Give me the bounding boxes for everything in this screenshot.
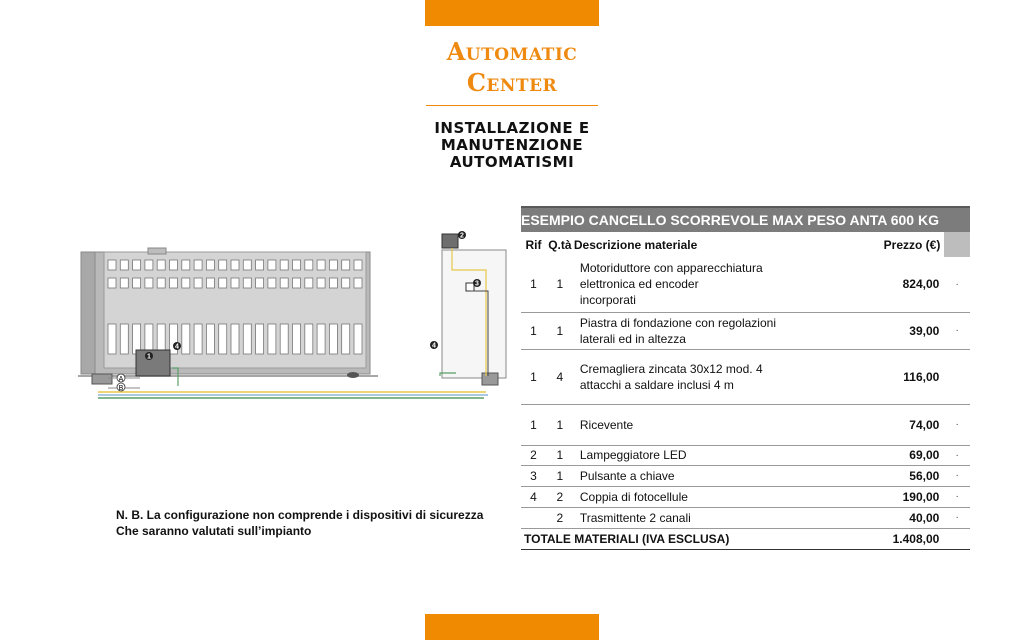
top-accent-bar bbox=[425, 0, 599, 26]
gate-slot bbox=[108, 324, 116, 354]
quote-row bbox=[521, 445, 970, 465]
gate-slot bbox=[145, 278, 153, 288]
row-description bbox=[574, 486, 825, 507]
cable-label-b: B bbox=[118, 385, 124, 392]
row-qta: 1 bbox=[546, 445, 574, 465]
note-line-1: N. B. La configurazione non comprende i dispositivi di sicurezza bbox=[116, 508, 484, 522]
row-description bbox=[574, 465, 825, 486]
gate-slot bbox=[268, 260, 276, 270]
gate-slot bbox=[231, 324, 239, 354]
row-price: 56,00 bbox=[824, 465, 944, 486]
gate-slot bbox=[342, 324, 350, 354]
gate-slot bbox=[354, 324, 362, 354]
row-description bbox=[574, 349, 825, 404]
gate-slot bbox=[231, 260, 239, 270]
row-description bbox=[574, 404, 825, 445]
gate-slot bbox=[256, 278, 264, 288]
gate-slot bbox=[293, 278, 301, 288]
description-line: Coppia di fotocellule bbox=[579, 489, 688, 504]
row-price: 116,00 bbox=[824, 349, 944, 404]
quote-row bbox=[521, 257, 970, 312]
row-rif: 1 bbox=[521, 404, 546, 445]
gate-slot bbox=[108, 260, 116, 270]
gate-slot bbox=[280, 278, 288, 288]
gate-slot bbox=[231, 278, 239, 288]
gate-slot bbox=[268, 324, 276, 354]
row-qta: 1 bbox=[546, 257, 574, 312]
motor-unit bbox=[136, 350, 170, 376]
row-price: 824,00 bbox=[824, 257, 944, 312]
gate-slot bbox=[182, 260, 190, 270]
row-marker: · bbox=[944, 486, 970, 507]
gate-slot bbox=[280, 324, 288, 354]
header-spacer bbox=[944, 232, 970, 257]
row-rif: 3 bbox=[521, 465, 546, 486]
description-line: Ricevente bbox=[579, 417, 634, 432]
configuration-note bbox=[116, 507, 483, 539]
row-rif bbox=[521, 507, 546, 528]
row-marker: · bbox=[944, 507, 970, 528]
quote-row bbox=[521, 465, 970, 486]
gate-slot bbox=[317, 278, 325, 288]
bottom-accent-bar bbox=[425, 614, 599, 640]
gate-slot bbox=[342, 278, 350, 288]
logo-underline bbox=[426, 105, 598, 106]
row-qta: 1 bbox=[546, 312, 574, 349]
quote-row bbox=[521, 486, 970, 507]
gate-slot bbox=[182, 324, 190, 354]
header-description: Descrizione materiale bbox=[573, 237, 698, 252]
callout-4-pillar: 4 bbox=[432, 342, 436, 350]
row-marker: · bbox=[944, 404, 970, 445]
gate-slot bbox=[182, 278, 190, 288]
gate-slot bbox=[206, 260, 214, 270]
tagline-line: MANUTENZIONE bbox=[440, 136, 584, 154]
company-tagline bbox=[405, 120, 619, 171]
note-line-2: Che saranno valutati sull’impianto bbox=[116, 524, 312, 538]
gate-slot bbox=[329, 324, 337, 354]
row-price: 40,00 bbox=[824, 507, 944, 528]
gate-slot bbox=[268, 278, 276, 288]
quote-row bbox=[521, 349, 970, 404]
flashing-light bbox=[442, 234, 458, 248]
gate-slot bbox=[317, 324, 325, 354]
quote-row bbox=[521, 507, 970, 528]
logo-line-2: Center bbox=[466, 68, 558, 97]
row-marker: · bbox=[944, 257, 970, 312]
description-line: Cremagliera zincata 30x12 mod. 4 bbox=[579, 361, 763, 376]
gate-slot bbox=[243, 324, 251, 354]
gate-slot bbox=[120, 278, 128, 288]
row-rif: 1 bbox=[521, 349, 546, 404]
quote-row bbox=[521, 404, 970, 445]
row-marker: · bbox=[944, 465, 970, 486]
row-price: 190,00 bbox=[824, 486, 944, 507]
gate-slot bbox=[206, 324, 214, 354]
header-price: Prezzo (€) bbox=[883, 237, 941, 252]
gate-slot bbox=[280, 260, 288, 270]
gate-slot bbox=[243, 260, 251, 270]
description-line: Piastra di fondazione con regolazioni bbox=[579, 315, 776, 330]
quote-header-row bbox=[521, 232, 970, 257]
gate-slot bbox=[305, 278, 313, 288]
row-qta: 2 bbox=[546, 507, 574, 528]
description-line: attacchi a saldare inclusi 4 m bbox=[579, 377, 734, 392]
gate-slot bbox=[133, 260, 141, 270]
gate-slot bbox=[194, 260, 202, 270]
gate-slot bbox=[194, 278, 202, 288]
row-marker bbox=[944, 349, 970, 404]
tagline-line: INSTALLAZIONE E bbox=[434, 119, 590, 137]
gate-slot bbox=[170, 278, 178, 288]
callout-1: 1 bbox=[147, 353, 151, 361]
quote-body bbox=[521, 257, 970, 528]
row-marker: · bbox=[944, 445, 970, 465]
gate-slot bbox=[293, 324, 301, 354]
gate-slot bbox=[329, 260, 337, 270]
row-description bbox=[574, 312, 825, 349]
company-logo bbox=[420, 36, 604, 98]
row-description bbox=[574, 445, 825, 465]
row-marker: · bbox=[944, 312, 970, 349]
quote-row bbox=[521, 312, 970, 349]
row-rif: 1 bbox=[521, 312, 546, 349]
quote-title-row bbox=[521, 207, 970, 232]
gate-slot bbox=[342, 260, 350, 270]
gate-slot bbox=[120, 324, 128, 354]
gate-slot bbox=[120, 260, 128, 270]
gate-slot bbox=[108, 278, 116, 288]
row-qta: 1 bbox=[546, 404, 574, 445]
row-rif: 1 bbox=[521, 257, 546, 312]
row-qta: 1 bbox=[546, 465, 574, 486]
tagline-line: AUTOMATISMI bbox=[449, 153, 575, 171]
gate-slot bbox=[305, 260, 313, 270]
gate-slot bbox=[170, 260, 178, 270]
gate-slot bbox=[219, 260, 227, 270]
description-line: Lampeggiatore LED bbox=[579, 448, 687, 462]
gate-slot bbox=[317, 260, 325, 270]
gate-slot bbox=[194, 324, 202, 354]
row-description bbox=[574, 257, 825, 312]
row-price: 74,00 bbox=[824, 404, 944, 445]
gate-slot bbox=[133, 278, 141, 288]
gate-installation-diagram bbox=[78, 226, 510, 410]
description-line: Motoriduttore con apparecchiatura bbox=[579, 261, 763, 276]
gate-slot bbox=[293, 260, 301, 270]
quote-table bbox=[521, 206, 970, 550]
gate-slot bbox=[157, 278, 165, 288]
callout-4-gate: 4 bbox=[175, 343, 179, 351]
gate-slot bbox=[243, 278, 251, 288]
description-line: Trasmittente 2 canali bbox=[579, 510, 691, 525]
gate-slot bbox=[219, 324, 227, 354]
row-rif: 4 bbox=[521, 486, 546, 507]
gate-slot bbox=[305, 324, 313, 354]
gate-slot bbox=[145, 260, 153, 270]
callout-3: 3 bbox=[475, 280, 479, 288]
quote-title: ESEMPIO CANCELLO SCORREVOLE MAX PESO ANTA 600 KG bbox=[521, 207, 970, 232]
row-description bbox=[574, 507, 825, 528]
callout-2: 2 bbox=[460, 232, 464, 240]
header-qta: Q.tà bbox=[548, 237, 572, 252]
gate-slot bbox=[206, 278, 214, 288]
row-qta: 2 bbox=[546, 486, 574, 507]
gate-slot bbox=[157, 260, 165, 270]
description-line: Pulsante a chiave bbox=[579, 468, 675, 483]
description-line: elettronica ed encoder bbox=[579, 277, 699, 292]
cable-label-a: A bbox=[118, 376, 124, 383]
quote-total-row bbox=[521, 528, 970, 549]
gate-slot bbox=[256, 324, 264, 354]
row-qta: 4 bbox=[546, 349, 574, 404]
gate-slot bbox=[219, 278, 227, 288]
total-value: 1.408,00 bbox=[824, 528, 944, 549]
logo-line-1: Automatic bbox=[446, 37, 578, 66]
total-label: TOTALE MATERIALI (IVA ESCLUSA) bbox=[521, 528, 824, 549]
header-rif: Rif bbox=[525, 237, 542, 252]
gate-slot bbox=[329, 278, 337, 288]
row-price: 39,00 bbox=[824, 312, 944, 349]
row-rif: 2 bbox=[521, 445, 546, 465]
gate-slot bbox=[256, 260, 264, 270]
gate-slot bbox=[354, 278, 362, 288]
description-line: incorporati bbox=[579, 293, 636, 308]
gate-slot bbox=[354, 260, 362, 270]
description-line: laterali ed in altezza bbox=[579, 331, 686, 346]
row-price: 69,00 bbox=[824, 445, 944, 465]
